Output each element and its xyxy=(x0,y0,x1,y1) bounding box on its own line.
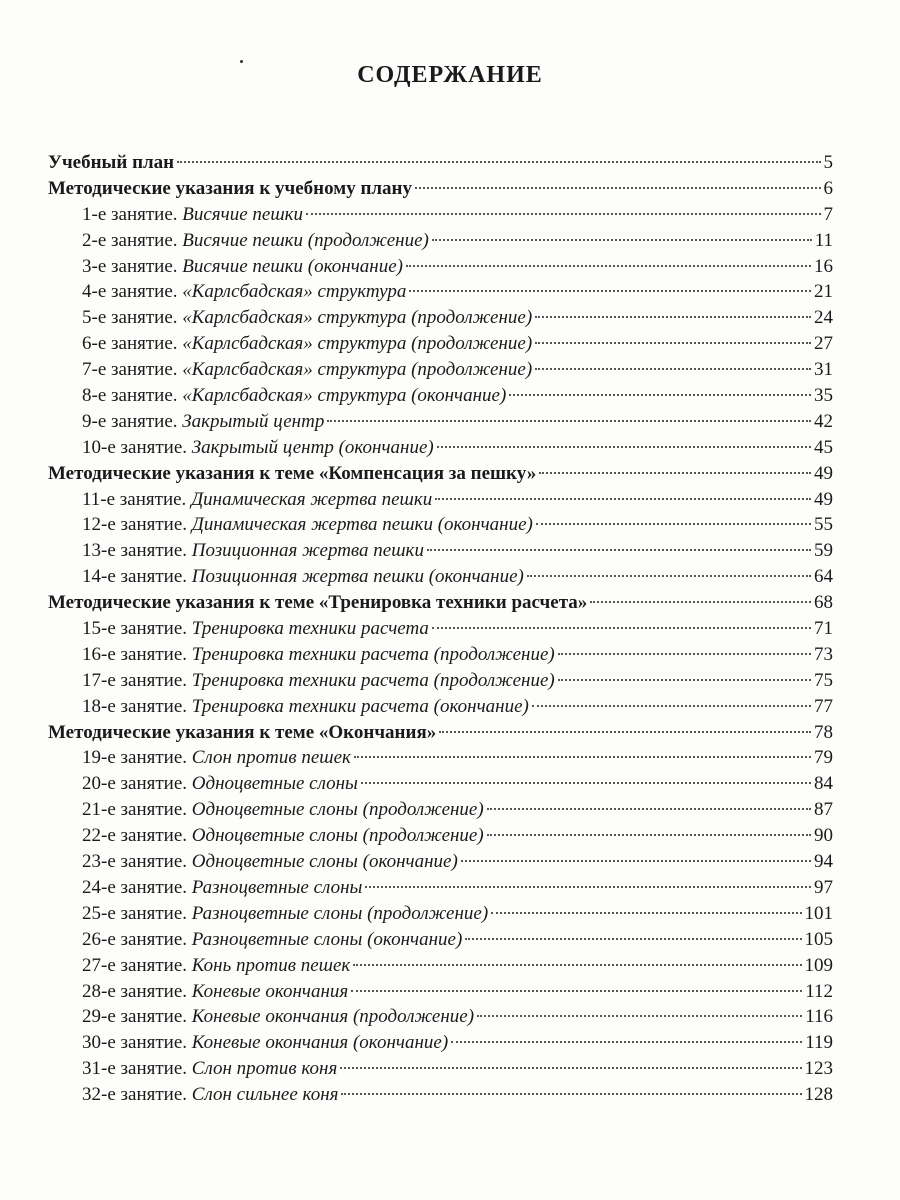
toc-lesson-entry xyxy=(48,1082,833,1108)
toc-lesson-label xyxy=(82,823,484,849)
toc-lesson-entry xyxy=(48,331,833,357)
toc-lesson-label xyxy=(82,642,555,668)
lesson-number: 7-е занятие. xyxy=(82,359,178,381)
lesson-topic: Закрытый центр xyxy=(182,410,325,432)
page-number: 59 xyxy=(814,540,833,562)
lesson-topic: «Карлсбадская» структура (продолжение) xyxy=(182,307,533,329)
lesson-number: 20-е занятие. xyxy=(82,773,188,795)
dot-leader xyxy=(465,938,801,940)
toc-lesson-entry xyxy=(48,875,833,901)
dot-leader xyxy=(535,368,811,370)
lesson-topic: Висячие пешки (окончание) xyxy=(182,255,403,277)
dot-leader xyxy=(340,1067,801,1069)
toc-lesson-entry xyxy=(48,1030,833,1056)
lesson-number: 3-е занятие. xyxy=(82,255,178,277)
toc-lesson-entry xyxy=(48,849,833,875)
lesson-number: 8-е занятие. xyxy=(82,385,178,407)
toc-lesson-label xyxy=(82,487,432,513)
toc-section-title: Методические указания к теме «Компенсация за пешку» xyxy=(48,462,537,484)
toc-lesson-entry xyxy=(48,564,833,590)
toc-lesson-label xyxy=(82,228,429,254)
lesson-number: 22-е занятие. xyxy=(82,825,188,847)
dot-leader xyxy=(536,523,811,525)
dot-leader xyxy=(558,653,811,655)
dot-leader xyxy=(437,446,811,448)
dot-leader xyxy=(539,472,811,474)
lesson-number: 21-е занятие. xyxy=(82,799,188,821)
lesson-topic: Тренировка техники расчета (продолжение) xyxy=(191,669,555,691)
toc-lesson-entry xyxy=(48,383,833,409)
lesson-topic: Позиционная жертва пешки xyxy=(191,540,424,562)
dot-leader xyxy=(409,290,811,292)
page-number: 11 xyxy=(814,229,833,251)
dot-leader xyxy=(439,731,811,733)
page-number: 5 xyxy=(823,152,833,173)
toc-lesson-label xyxy=(82,202,303,228)
dot-leader xyxy=(432,627,811,629)
dot-leader xyxy=(451,1041,802,1043)
toc-section-title: Методические указания к теме «Окончания» xyxy=(48,721,437,743)
toc-lesson-label xyxy=(82,1004,474,1030)
page-number: 75 xyxy=(814,669,833,691)
dot-leader xyxy=(487,834,811,836)
toc-lesson-label xyxy=(82,694,529,720)
dot-leader xyxy=(351,990,802,992)
page-number: 73 xyxy=(814,643,833,665)
toc-lesson-label xyxy=(82,435,434,461)
dot-leader xyxy=(415,187,821,189)
page-number: 49 xyxy=(814,462,833,484)
lesson-number: 19-е занятие. xyxy=(82,747,188,769)
page-number: 55 xyxy=(814,514,833,536)
dot-leader xyxy=(406,265,811,267)
toc-lesson-entry xyxy=(48,279,833,305)
page-number: 64 xyxy=(814,566,833,588)
lesson-number: 1-е занятие. xyxy=(82,203,178,225)
toc-lesson-entry xyxy=(48,694,833,720)
toc-lesson-entry xyxy=(48,1004,833,1030)
lesson-topic: Конь против пешек xyxy=(191,954,351,976)
lesson-topic: Коневые окончания (продолжение) xyxy=(191,1006,475,1028)
toc-lesson-label xyxy=(82,849,458,875)
lesson-topic: Тренировка техники расчета (окончание) xyxy=(191,695,529,717)
lesson-number: 23-е занятие. xyxy=(82,851,188,873)
page-number: 84 xyxy=(814,773,833,795)
dot-leader xyxy=(491,912,801,914)
toc-section-title: Учебный план xyxy=(48,152,175,173)
toc-lesson-entry xyxy=(48,797,833,823)
lesson-number: 18-е занятие. xyxy=(82,695,188,717)
lesson-number: 14-е занятие. xyxy=(82,566,188,588)
toc-lesson-entry xyxy=(48,228,833,254)
toc-lesson-entry xyxy=(48,202,833,228)
toc-lesson-entry xyxy=(48,927,833,953)
toc-lesson-entry xyxy=(48,771,833,797)
dot-leader xyxy=(177,161,820,163)
toc-lesson-label xyxy=(82,254,403,280)
dot-leader xyxy=(590,601,811,603)
toc-section-title: Методические указания к теме «Тренировка техники расчета» xyxy=(48,592,588,614)
table-of-contents xyxy=(48,150,833,1108)
lesson-topic: Тренировка техники расчета xyxy=(191,618,429,640)
lesson-topic: Слон против пешек xyxy=(191,747,351,769)
toc-lesson-entry xyxy=(48,1056,833,1082)
lesson-number: 15-е занятие. xyxy=(82,618,188,640)
toc-lesson-label xyxy=(82,279,406,305)
toc-lesson-label xyxy=(82,1082,338,1108)
lesson-number: 24-е занятие. xyxy=(82,876,188,898)
toc-lesson-entry xyxy=(48,901,833,927)
lesson-number: 16-е занятие. xyxy=(82,643,188,665)
toc-lesson-entry xyxy=(48,487,833,513)
toc-lesson-entry xyxy=(48,616,833,642)
page-number: 78 xyxy=(814,721,833,743)
page-number: 16 xyxy=(814,255,833,277)
dot-leader xyxy=(487,808,811,810)
lesson-topic: «Карлсбадская» структура (продолжение) xyxy=(182,333,533,355)
lesson-topic: Разноцветные слоны (продолжение) xyxy=(191,902,489,924)
page-number: 97 xyxy=(814,876,833,898)
dot-leader xyxy=(353,964,801,966)
lesson-number: 31-е занятие. xyxy=(82,1058,188,1080)
lesson-topic: Слон сильнее коня xyxy=(191,1084,339,1106)
lesson-number: 32-е занятие. xyxy=(82,1084,188,1106)
toc-lesson-entry xyxy=(48,642,833,668)
page-number: 27 xyxy=(814,333,833,355)
page-number: 45 xyxy=(814,436,833,458)
toc-lesson-entry xyxy=(48,409,833,435)
dot-leader xyxy=(361,782,811,784)
dot-leader xyxy=(327,420,811,422)
toc-lesson-label xyxy=(82,927,462,953)
lesson-topic: «Карлсбадская» структура (окончание) xyxy=(182,385,507,407)
page-number: 128 xyxy=(804,1084,833,1106)
toc-lesson-label xyxy=(82,357,532,383)
dot-leader xyxy=(535,316,811,318)
lesson-topic: «Карлсбадская» структура (продолжение) xyxy=(182,359,533,381)
page-number: 90 xyxy=(814,825,833,847)
lesson-number: 26-е занятие. xyxy=(82,928,188,950)
page-number: 49 xyxy=(814,488,833,510)
toc-lesson-label xyxy=(82,409,324,435)
toc-lesson-entry xyxy=(48,435,833,461)
lesson-number: 17-е занятие. xyxy=(82,669,188,691)
lesson-number: 4-е занятие. xyxy=(82,281,178,303)
dot-leader xyxy=(427,549,811,551)
page-number: 79 xyxy=(814,747,833,769)
page-number: 35 xyxy=(814,385,833,407)
lesson-topic: Тренировка техники расчета (продолжение) xyxy=(191,643,555,665)
page-number: 71 xyxy=(814,618,833,640)
lesson-topic: Динамическая жертва пешки (окончание) xyxy=(191,514,533,536)
toc-lesson-label xyxy=(82,564,524,590)
lesson-number: 10-е занятие. xyxy=(82,436,188,458)
toc-lesson-label xyxy=(82,512,533,538)
toc-lesson-entry xyxy=(48,823,833,849)
toc-lesson-label xyxy=(82,668,555,694)
page-number: 109 xyxy=(804,954,833,976)
lesson-number: 30-е занятие. xyxy=(82,1032,188,1054)
page-number: 6 xyxy=(823,177,833,199)
dot-leader xyxy=(509,394,811,396)
page-number: 112 xyxy=(805,980,833,1002)
page-number: 123 xyxy=(804,1058,833,1080)
toc-lesson-label xyxy=(82,771,358,797)
toc-lesson-label xyxy=(82,797,484,823)
lesson-topic: Закрытый центр (окончание) xyxy=(191,436,434,458)
page-number: 94 xyxy=(814,851,833,873)
page-number: 116 xyxy=(805,1006,833,1028)
lesson-number: 27-е занятие. xyxy=(82,954,188,976)
page-number: 24 xyxy=(814,307,833,329)
toc-lesson-entry xyxy=(48,512,833,538)
page-number: 105 xyxy=(804,928,833,950)
toc-lesson-label xyxy=(82,383,506,409)
toc-lesson-entry xyxy=(48,357,833,383)
lesson-topic: Разноцветные слоны xyxy=(191,876,363,898)
dot-leader xyxy=(527,575,811,577)
toc-lesson-entry xyxy=(48,668,833,694)
lesson-number: 11-е занятие. xyxy=(82,488,187,510)
lesson-number: 13-е занятие. xyxy=(82,540,188,562)
dot-leader xyxy=(535,342,811,344)
toc-lesson-label xyxy=(82,1030,448,1056)
toc-lesson-entry xyxy=(48,745,833,771)
lesson-number: 2-е занятие. xyxy=(82,229,178,251)
toc-section-title: Методические указания к учебному плану xyxy=(48,177,412,199)
toc-lesson-entry xyxy=(48,953,833,979)
toc-lesson-label xyxy=(82,901,488,927)
lesson-topic: «Карлсбадская» структура xyxy=(182,281,407,303)
toc-section-entry xyxy=(48,150,833,176)
lesson-topic: Одноцветные слоны xyxy=(191,773,358,795)
lesson-topic: Динамическая жертва пешки xyxy=(191,488,433,510)
dot-leader xyxy=(435,498,811,500)
dot-leader xyxy=(354,756,811,758)
page-number: 31 xyxy=(814,359,833,381)
dot-leader xyxy=(432,239,812,241)
dot-leader xyxy=(306,213,820,215)
page-number: 119 xyxy=(805,1032,833,1054)
page-number: 42 xyxy=(814,410,833,432)
lesson-number: 25-е занятие. xyxy=(82,902,188,924)
lesson-topic: Висячие пешки xyxy=(182,203,304,225)
toc-lesson-label xyxy=(82,305,532,331)
toc-section-entry xyxy=(48,590,833,616)
toc-lesson-label xyxy=(82,953,350,979)
toc-lesson-entry xyxy=(48,305,833,331)
dot-leader xyxy=(341,1093,801,1095)
dot-leader xyxy=(558,679,811,681)
lesson-number: 9-е занятие. xyxy=(82,410,178,432)
lesson-number: 5-е занятие. xyxy=(82,307,178,329)
toc-section-entry xyxy=(48,461,833,487)
toc-lesson-label xyxy=(82,1056,337,1082)
toc-lesson-label xyxy=(82,331,532,357)
dot-leader xyxy=(461,860,811,862)
page-number: 77 xyxy=(814,695,833,717)
lesson-topic: Одноцветные слоны (окончание) xyxy=(191,851,458,873)
lesson-number: 12-е занятие. xyxy=(82,514,188,536)
dot-leader xyxy=(365,886,811,888)
lesson-topic: Разноцветные слоны (окончание) xyxy=(191,928,463,950)
toc-lesson-label xyxy=(82,538,424,564)
lesson-topic: Коневые окончания xyxy=(191,980,349,1002)
lesson-number: 29-е занятие. xyxy=(82,1006,188,1028)
page-number: 21 xyxy=(814,281,833,303)
page-title: СОДЕРЖАНИЕ xyxy=(357,62,543,88)
toc-lesson-entry xyxy=(48,254,833,280)
toc-lesson-entry xyxy=(48,538,833,564)
lesson-number: 28-е занятие. xyxy=(82,980,188,1002)
lesson-topic: Одноцветные слоны (продолжение) xyxy=(191,825,484,847)
toc-lesson-label xyxy=(82,875,362,901)
dot-leader xyxy=(532,705,811,707)
toc-lesson-label xyxy=(82,979,348,1005)
lesson-topic: Коневые окончания (окончание) xyxy=(191,1032,449,1054)
lesson-number: 6-е занятие. xyxy=(82,333,178,355)
toc-section-entry xyxy=(48,176,833,202)
dot-leader xyxy=(477,1015,802,1017)
toc-lesson-label xyxy=(82,745,351,771)
lesson-topic: Одноцветные слоны (продолжение) xyxy=(191,799,484,821)
toc-lesson-label xyxy=(82,616,429,642)
page-number: 68 xyxy=(814,592,833,614)
toc-section-entry xyxy=(48,720,833,746)
page-number: 101 xyxy=(804,902,833,924)
lesson-topic: Висячие пешки (продолжение) xyxy=(182,229,429,251)
page-number: 7 xyxy=(823,203,833,225)
lesson-topic: Слон против коня xyxy=(191,1058,338,1080)
lesson-topic: Позиционная жертва пешки (окончание) xyxy=(191,566,524,588)
toc-lesson-entry xyxy=(48,979,833,1005)
page-number: 87 xyxy=(814,799,833,821)
